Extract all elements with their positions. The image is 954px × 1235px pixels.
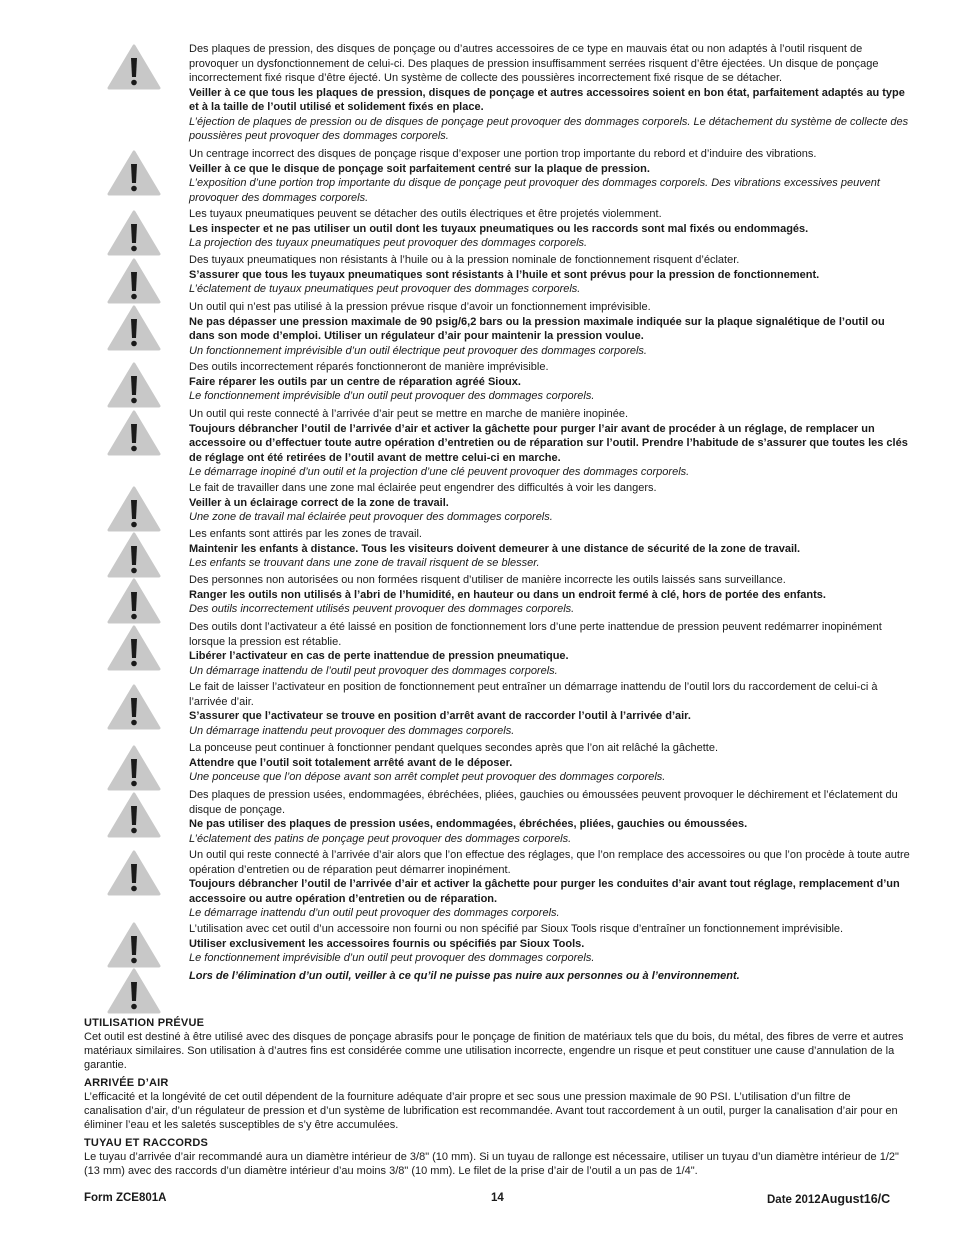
warning-instruction-text: Les inspecter et ne pas utiliser un outil dont les tuyaux pneumatiques ou les raccords sont mal fixés ou endommagés. (189, 222, 809, 235)
warning-hazard-text: La ponceuse peut continuer à fonctionner pendant quelques secondes après que l’on ait relâché la gâchette. (189, 742, 718, 754)
warning-hazard-text: Le fait de laisser l’activateur en position de fonctionnement peut entraîner un démarrage inattendu de l’outil lors du raccordement de celui-ci à l’arrivée d’air. (189, 681, 878, 708)
warning-consequence-text: Le fonctionnement imprévisible d’un outil peut provoquer des dommages corporels. (189, 390, 595, 402)
footer-date (767, 1192, 890, 1206)
warning-hazard-text: Des outils dont l’activateur a été laissé en position de fonctionnement lors d’une perte inattendue de pression peuvent redémarrer inopinément lorsque la pression est rétablie. (189, 621, 882, 648)
warning-icon (107, 625, 161, 671)
warning-hazard-text: Des tuyaux pneumatiques non résistants à l’huile ou à la pression nominale de fonctionnement risquent d’éclater. (189, 254, 740, 266)
warning-text-block (189, 407, 911, 480)
warning-instruction-text: Ne pas dépasser une pression maximale de 90 psig/6,2 bars ou la pression maximale indiquée sur la plaque signalétique de l’outil ou dans son mode d’emploi. Utiliser un régulateur d’air pour maintenir la pression voulue. (189, 315, 885, 342)
warning-consequence-text: La projection des tuyaux pneumatiques peut provoquer des dommages corporels. (189, 237, 588, 249)
section-heading: ARRIVÉE D’AIR (84, 1077, 169, 1089)
warning-icon (107, 792, 161, 838)
warning-instruction-text: Toujours débrancher l’outil de l’arrivée d’air et activer la gâchette pour purger les conduites d’air avant tout réglage, remplacement d’un accessoire ou autre opération d’entretien ou de réparation. (189, 878, 900, 905)
warning-instruction-text: Ranger les outils non utilisés à l’abri de l’humidité, en hauteur ou dans un endroit fermé à clé, hors de portée des enfants. (189, 588, 826, 601)
section-arrivee-air (84, 1076, 904, 1132)
warning-consequence-text: Un démarrage inattendu de l’outil peut provoquer des dommages corporels. (189, 664, 558, 677)
warning-consequence-text: Les enfants se trouvant dans une zone de travail risquent de se blesser. (189, 557, 540, 569)
section-body: Cet outil est destiné à être utilisé avec des disques de ponçage abrasifs pour le ponçage de finition de matériaux tels que du bois, du métal, des fibres de verre et autres matériaux similaires. Son utilisation à d’autres fins est considérée comme une utilisation incorrecte, engendre un risque et peut constituer une cause d’annulation de la garantie. (84, 1031, 904, 1071)
warning-instruction-text: Maintenir les enfants à distance. Tous les visiteurs doivent demeurer à une distance de sécurité de la zone de travail. (189, 542, 801, 555)
warning-hazard-text: Un outil qui reste connecté à l’arrivée d’air alors que l’on effectue des réglages, que l’on remplace des accessoires ou que l’on procède à toute autre opération d’entretien ou de réparation peut démarrer inopinément. (189, 849, 910, 876)
warning-hazard-text: Un centrage incorrect des disques de ponçage risque d’exposer une portion trop importante du rebord et d’induire des vibrations. (189, 148, 817, 160)
warning-text-block (189, 147, 911, 205)
warning-hazard-text: Un outil qui n’est pas utilisé à la pression prévue risque d’avoir un fonctionnement imprévisible. (189, 301, 651, 313)
warning-icon (107, 258, 161, 304)
warning-instruction-text: S’assurer que l’activateur se trouve en position d’arrêt avant de raccorder l’outil à l’arrivée d’air. (189, 710, 691, 722)
warning-instruction-text: Veiller à ce que le disque de ponçage soit parfaitement centré sur la plaque de pression. (189, 162, 650, 175)
warning-icon (107, 745, 161, 791)
warning-consequence-text: L’éjection de plaques de pression ou de disques de ponçage peut provoquer des dommages corporels. Le détachement du système de collecte des poussières peut provoquer des dommages corporels. (189, 115, 909, 142)
section-heading: UTILISATION PRÉVUE (84, 1017, 205, 1029)
warning-text-block (189, 969, 911, 984)
warning-icon (107, 305, 161, 351)
warning-consequence-text: Un démarrage inattendu peut provoquer des dommages corporels. (189, 724, 515, 737)
warning-icon (107, 922, 161, 968)
warning-icon (107, 684, 161, 730)
section-tuyau-raccords (84, 1136, 904, 1178)
warning-consequence-text: Le fonctionnement imprévisible d’un outil peut provoquer des dommages corporels. (189, 952, 595, 964)
warning-text-block (189, 253, 911, 297)
warning-hazard-text: Des plaques de pression, des disques de ponçage ou d’autres accessoires de ce type en mauvais état ou non adaptés à l’outil risquent de provoquer un dysfonctionnement de celui-ci. Des plaques de pression insuffisamment serrées risquent d’être éjectées. Un disque de ponçage incorrectement fixé risque d’être éjecté. Un système de collecte des poussières incorrectement fixé risque de se détacher. (189, 43, 879, 84)
warning-hazard-text: Un outil qui reste connecté à l’arrivée d’air peut se mettre en marche de manière inopinée. (189, 408, 629, 420)
footer-date-suffix: August16/C (820, 1192, 891, 1206)
warning-consequence-text: L’exposition d’une portion trop importante du disque de ponçage peut provoquer des dommages corporels. Des vibrations excessives peuvent provoquer des dommages corporels. (189, 177, 880, 204)
warning-icon (107, 968, 161, 1014)
warning-text-block (189, 922, 911, 966)
warning-icon (107, 578, 161, 624)
warning-hazard-text: Le fait de travailler dans une zone mal éclairée peut engendrer des difficultés à voir les dangers. (189, 482, 657, 494)
warning-instruction-text: Ne pas utiliser des plaques de pression usées, endommagées, ébréchées, pliées, gauchies ou émoussées. (189, 818, 748, 830)
warning-instruction-text: Veiller à un éclairage correct de la zone de travail. (189, 496, 449, 509)
warning-hazard-text: L’utilisation avec cet outil d’un accessoire non fourni ou non spécifié par Sioux Tools risque d’entraîner un fonctionnement imprévisible. (189, 923, 844, 935)
warning-text-block (189, 848, 911, 921)
warning-text-block (189, 207, 911, 251)
warning-icon (107, 44, 161, 90)
warning-text-block (189, 788, 911, 846)
footer-page-number: 14 (491, 1192, 504, 1204)
warning-instruction-text: Libérer l’activateur en cas de perte inattendue de pression pneumatique. (189, 650, 569, 662)
warning-hazard-text: Des plaques de pression usées, endommagées, ébréchées, pliées, gauchies ou émoussées peuvent provoquer le déchirement et l’éclatement du disque de ponçage. (189, 789, 898, 816)
warning-instruction-text: Faire réparer les outils par un centre de réparation agréé Sioux. (189, 375, 521, 388)
warning-text-block (189, 680, 911, 738)
warning-consequence-text: Un fonctionnement imprévisible d’un outil électrique peut provoquer des dommages corporels. (189, 344, 647, 357)
warning-icon (107, 850, 161, 896)
warning-text-block (189, 573, 911, 617)
warning-hazard-text: Les enfants sont attirés par les zones de travail. (189, 528, 422, 540)
section-body: L’efficacité et la longévité de cet outil dépendent de la fourniture adéquate d’air propre et sec sous une pression maximale de 90 PSI. L’utilisation d’un filtre de canalisation d’air, d’un régulateur de pression et d’un système de lubrification est recommandée. Avant tout raccordement à un outil, purger la canalisation d’air pour en éliminer l’eau et les saletés susceptibles de s’y être accumulées. (84, 1091, 898, 1131)
warning-icon (107, 410, 161, 456)
warning-consequence-text: L’éclatement des patins de ponçage peut provoquer des dommages corporels. (189, 832, 572, 845)
warning-icon (107, 532, 161, 578)
warning-consequence-text: Des outils incorrectement utilisés peuvent provoquer des dommages corporels. (189, 603, 575, 615)
warning-text-block (189, 620, 911, 678)
warning-consequence-text: Le démarrage inattendu d’un outil peut provoquer des dommages corporels. (189, 907, 560, 919)
warning-icon (107, 486, 161, 532)
warning-instruction-text: S’assurer que tous les tuyaux pneumatiques sont résistants à l’huile et sont prévus pour la pression de fonctionnement. (189, 268, 820, 281)
warning-icon (107, 362, 161, 408)
warning-text-block (189, 741, 911, 785)
section-utilisation-prevue (84, 1016, 904, 1072)
warning-consequence-text: Une zone de travail mal éclairée peut provoquer des dommages corporels. (189, 511, 553, 523)
warning-text-block (189, 300, 911, 358)
warning-disposal-text: Lors de l’élimination d’un outil, veiller à ce qu’il ne puisse pas nuire aux personnes ou à l’environnement. (189, 970, 740, 982)
warning-instruction-text: Attendre que l’outil soit totalement arrêté avant de le déposer. (189, 756, 513, 769)
warning-text-block (189, 527, 911, 571)
warning-hazard-text: Des personnes non autorisées ou non formées risquent d’utiliser de manière incorrecte les outils laissés sans surveillance. (189, 574, 786, 586)
warning-instruction-text: Utiliser exclusivement les accessoires fournis ou spécifiés par Sioux Tools. (189, 937, 585, 950)
warning-consequence-text: Le démarrage inopiné d’un outil et la projection d’une clé peuvent provoquer des dommages corporels. (189, 466, 690, 478)
warning-consequence-text: L’éclatement de tuyaux pneumatiques peut provoquer des dommages corporels. (189, 283, 581, 295)
warning-consequence-text: Une ponceuse que l’on dépose avant son arrêt complet peut provoquer des dommages corporels. (189, 771, 666, 783)
warning-instruction-text: Toujours débrancher l’outil de l’arrivée d’air et activer la gâchette pour purger l’air avant de procéder à un réglage, de remplacer un accessoire ou d’effectuer toute autre opération d’entretien ou de réparation sur l’outil. Prendre l’habitude de s’assurer que toutes les clés de réglage ont été retirées de l’outil avant de mettre celui-ci en marche. (189, 422, 908, 464)
section-body: Le tuyau d’arrivée d’air recommandé aura un diamètre intérieur de 3/8" (10 mm). Si un tuyau de rallonge est nécessaire, utiliser un tuyau d’un diamètre intérieur de 1/2" (13 mm) avec des raccords d’un diamètre intérieur d’au moins 3/8" (10 mm). Le filet de la prise d’air de l’outil a un pas de 1/4". (84, 1151, 899, 1177)
warning-text-block (189, 42, 911, 144)
warning-text-block (189, 360, 911, 404)
warning-icon (107, 210, 161, 256)
warning-icon (107, 150, 161, 196)
warning-instruction-text: Veiller à ce que tous les plaques de pression, disques de ponçage et autres accessoires soient en bon état, parfaitement adaptés au type et à la taille de l’outil utilisé et solidement fixés en place. (189, 86, 905, 113)
warning-hazard-text: Les tuyaux pneumatiques peuvent se détacher des outils électriques et être projetés violemment. (189, 208, 662, 220)
warning-text-block (189, 481, 911, 525)
footer-form: Form ZCE801A (84, 1192, 167, 1204)
section-heading: TUYAU ET RACCORDS (84, 1137, 209, 1149)
warning-hazard-text: Des outils incorrectement réparés fonctionneront de manière imprévisible. (189, 361, 549, 373)
footer-date-prefix: Date 2012 (767, 1194, 821, 1206)
